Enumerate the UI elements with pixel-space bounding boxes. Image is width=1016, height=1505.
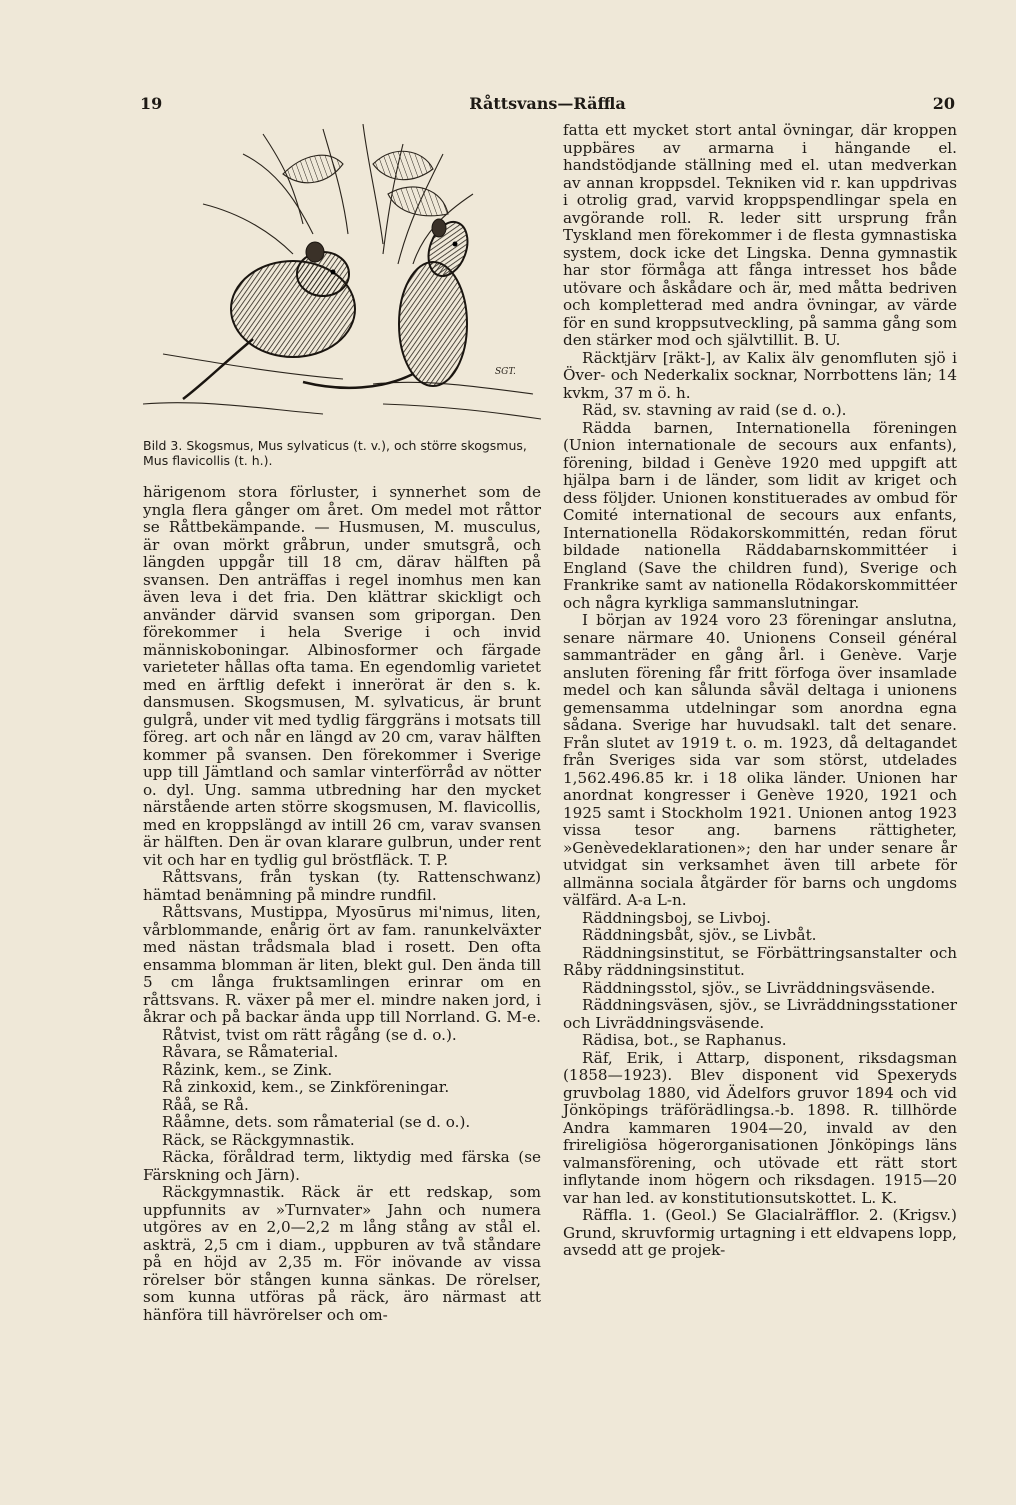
- figure-label: Bild 3.: [143, 438, 183, 453]
- mice-engraving: [143, 124, 541, 434]
- figure-caption: [143, 438, 541, 468]
- entry: Räd, sv. stavning av raid (se d. o.).: [582, 401, 847, 419]
- entry: Räffla. 1. (Geol.) Se Glacialräfflor. 2. (Krigsv.) Grund, skruvformig urtagning i ett eldvapens lopp, avsedd att ge projek-: [563, 1206, 957, 1259]
- running-title: Råttsvans—Räffla: [469, 94, 626, 113]
- entry: Räf, Erik, i Attarp, disponent, riksdagsman (1858—1923). Blev disponent vid Spexeryds gruvbolag 1880, vid Ädelfors gruvor 1894 och vid Jönköpings träförädlingsa.-b. 1898. R. tillhörde Andra kammaren 1904—20, invald av den frireligiösa högerorganisationen Jönköpings läns valmansförening, och utövade ett rätt stort inflytande inom högern och riksdagen. 1915—20 var han led. av konstitutionsutskottet. L. K.: [563, 1048, 957, 1207]
- entry: Råvara, se Råmaterial.: [162, 1043, 339, 1061]
- paragraph: härigenom stora förluster, i synnerhet som de yngla flera gånger om året. Om medel mot råttor se Råttbekämpande. — Husmusen, M. musculus, är ovan mörkt gråbrun, under smutsgrå, och längden uppgår till 18 cm, därav hälften på svansen. Den anträffas i regel inomhus men kan även leva i det fria. Den klättrar skickligt och använder därvid svansen som griporgan. Den förekommer i hela Sverige i och invid människoboningar. Albinosformer och färgade varieteter hållas ofta tama. En egendomlig varietet med en ärftlig defekt i innerörat är den s. k. dansmusen. Skogsmusen, M. sylvaticus, är brunt gulgrå, under vit med tydlig färggräns i motsats till föreg. art och når en längd av 20 cm, varav hälften kommer på svansen. Den förekommer i Sverige upp till Jämtland och samlar vinterförråd av nötter o. dyl. Ung. samma utbredning har den mycket närstående arten större skogsmusen, M. flavicollis, med en kroppslängd av intill 26 cm, varav svansen är hälften. Den är ovan klarare gulbrun, under rent vit och har en tydlig gul bröstfläck. T. P.: [143, 483, 541, 869]
- paragraph: I början av 1924 voro 23 föreningar anslutna, senare närmare 40. Unionens Conseil général sammanträder en gång årl. i Genève. Varje ansluten förening får fritt förfoga över insamlade medel och kan sålunda såväl deltaga i unionens gemensamma utdelningar som anordna egna sådana. Sverige har huvudsakl. talt det senare. Från slutet av 1919 t. o. m. 1923, då deltagandet från Sveriges sida var som störst, utdelades 1,562.496.85 kr. i 18 olika länder. Unionen har anordnat kongresser i Genève 1920, 1921 och 1925 samt i Stockholm 1921. Unionen antog 1923 vissa tesor ang. barnens rättigheter, »Genèvedeklarationen»; den har under senare år utvidgat sin verksamhet även till arbete för allmänna sociala åtgärder för barns och ungdoms välfärd. A-a L-n.: [563, 611, 957, 909]
- entry: Råtvist, tvist om rätt rågång (se d. o.).: [162, 1025, 457, 1044]
- page-number-left: 19: [140, 94, 163, 113]
- entry: Rädda barnen, Internationella föreningen (Union internationale de secours aux enfants), förening, bildad i Genève 1920 med uppgift att hjälpa barn i de länder, som lidit av kriget och dess följder. Unionen konstituerades av ombud för Comité international de secours aux enfants, Internationella Rödakorskommittén, redan förut bildade nationella Räddabarnskommittéer i England (Save the children fund), Sverige och Frankrike samt av nationella Rödakorskommittéer och några kyrkliga sammanslutningar.: [563, 418, 957, 612]
- right-column: [563, 122, 957, 1260]
- entry: Räddningsbåt, sjöv., se Livbåt.: [582, 926, 817, 944]
- page-number-right: 20: [932, 94, 955, 113]
- entry: Råttsvans, Mustippa, Myosūrus mi'nimus, liten, vårblommande, enårig ört av fam. ranunkelväxter med nästan trådsmala blad i rosett. Den ofta ensamma blomman är liten, blekt gul. Den ända till 5 cm långa fruktsamlingen erinrar om en råttsvans. R. växer på mer el. mindre naken jord, i åkrar och på backar ända upp till Norrland. G. M-e.: [143, 903, 541, 1026]
- entry: Rå zinkoxid, kem., se Zinkföreningar.: [162, 1078, 450, 1096]
- entry: Räck, se Räckgymnastik.: [162, 1130, 355, 1149]
- entry: Råttsvans, från tyskan (ty. Rattenschwanz) hämtad benämning på mindre rundfil.: [143, 868, 541, 904]
- engraver-mark: SGT.: [495, 367, 516, 377]
- figure-caption-text: Skogsmus, Mus sylvaticus (t. v.), och större skogsmus, Mus flavicollis (t. h.).: [143, 438, 527, 468]
- entry: Räddningsstol, sjöv., se Livräddningsväsende.: [582, 978, 936, 997]
- entry: Råå, se Rå.: [162, 1095, 249, 1114]
- entry: Rååmne, dets. som råmaterial (se d. o.).: [162, 1113, 471, 1131]
- entry: Räddningsboj, se Livboj.: [582, 908, 771, 927]
- entry: Räddningsinstitut, se Förbättringsanstalter och Råby räddningsinstitut.: [563, 943, 957, 979]
- mice-engraving-illustration: [143, 124, 541, 434]
- paragraph: fatta ett mycket stort antal övningar, där kroppen uppbäres av armarna i hängande el. handstödjande ställning med el. utan medverkan av annan kroppsdel. Tekniken vid r. kan uppdrivas i otrolig grad, varvid kroppspendlingar spela en avgörande roll. R. leder sitt ursprung från Tyskland men förekommer i de flesta gymnastiska system, dock icke det Lingska. Denna gymnastik har stor förmåga att fånga intresset hos både utövare och åskådare och är, med måtta bedriven och kompletterad med andra övningar, av värde för en sund kroppsutveckling, på samma gång som den stärker mod och självtillit. B. U.: [563, 121, 957, 349]
- entry: Räcka, föråldrad term, liktydig med färska (se Färskning och Järn).: [143, 1148, 541, 1184]
- entry: Räckgymnastik. Räck är ett redskap, som uppfunnits av »Turnvater» Jahn och numera utgöres av en 2,0—2,2 m lång stång av stål el. askträ, 2,5 cm i diam., uppburen av två ståndare på en höjd av 2,35 m. För inövande av vissa rörelser bör stången kunna sänkas. De rörelser, som kunna utföras på räck, äro närmast att hänföra till hävrörelser och om-: [143, 1183, 541, 1324]
- wood-mouse-left: [183, 242, 355, 399]
- running-header: [140, 94, 955, 116]
- left-column: [143, 120, 541, 1324]
- entry: Rädisa, bot., se Raphanus.: [582, 1031, 787, 1049]
- entry: Råzink, kem., se Zink.: [162, 1060, 333, 1079]
- entry: Räcktjärv [räkt-], av Kalix älv genomfluten sjö i Över- och Nederkalix socknar, Norrbottens län; 14 kvkm, 37 m ö. h.: [563, 348, 957, 402]
- entry: Räddningsväsen, sjöv., se Livräddningsstationer och Livräddningsväsende.: [563, 996, 957, 1032]
